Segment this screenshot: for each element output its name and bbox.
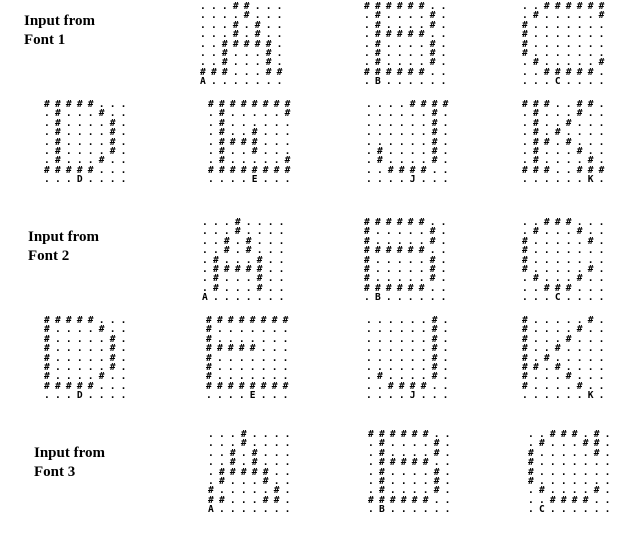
font1-letter-d: # # # # # . . . . # . . . # . . . # . . . . # . . # . . . . # . . # . . . . # . . # . . . . # . . # . . . # . . # # # # # . . . . . . D . . . . xyxy=(44,99,127,186)
font1-letter-e: # # # # # # # # . # . . . . . # . # . . . . . . . # . . # . . . . # # # # . . . . # . . # . . . . # . . . . . # # # # # # # # # . . . . E . . . xyxy=(208,99,291,186)
font2-letter-k: # . . . . . # . # . . . . # . . # . . . # . . . # . . # . . . . # . # . . . . . # # . # . . . . # . . . # . . . # . . . . # . . . . . . . . K . xyxy=(522,315,605,402)
font1-letter-k: # # # . . # # . . # . . . # . . . # . . # . . . . # . # . . . . . # # . # . . . . # . . . # . . . # . . . . # . # # # . . # # # . . . . . . K . xyxy=(522,99,605,186)
font1-label: Input from Font 1 xyxy=(24,13,95,48)
font1-letter-j: . . . . # # # # . . . . . . # . . . . . . . # . . . . . . . # . . . . . . . # . . # . . . . # . . # . . . . # . . . # # # # . . . . . . J . . . xyxy=(366,99,449,186)
font1-letter-b: # # # # # # . . . # . . . . # . . # . . . . # . . # # # # # . . . # . . . . # . . # . . . . # . . # . . . . # . # # # # # # . . . B . . . . . . xyxy=(364,1,447,88)
font3-letter-a: . . . # . . . . . . . # . . . . . . # . # . . . . . # . # . . . . # # # # # . . . # . . . # . . # . . . . . # . # # . . . # # . A . . . . . . . xyxy=(208,429,291,516)
font2-letter-e: # # # # # # # # # . . . . . . . # . . . . . . . # # # # # . . . # . . . . . . . # . . . . . . . # . . . . . . . # # # # # # # # . . . . E . . . xyxy=(206,315,289,402)
font1-letter-c: . . # # # # # # . # . . . . . # # . . . . . . . # . . . . . . . # . . . . . . . # . . . . . . . . # . . . . . # . . # # # # # . . . . C . . . . xyxy=(522,1,605,88)
font2-letter-j: . . . . . . # . . . . . . . # . . . . . . . # . . . . . . . # . . . . . . . # . . . . . . . # . . # . . . . # . . . # # # # . . . . . . J . . . xyxy=(366,315,449,402)
font2-letter-a: . . . # . . . . . . . # . . . . . . # . # . . . . . # . # . . . . # . . . # . . . # # # # # . . . # . . . # . . . # . . . # . . A . . . . . . . xyxy=(202,217,285,304)
font1-letter-a: . . . # # . . . . . . . # . . . . . . # . # . . . . . # . # . . . . # # # # # . . . # . . . # . . . # . . . # . # # # . . . # # A . . . . . . . xyxy=(200,1,283,88)
font3-label: Input from Font 3 xyxy=(34,445,105,480)
font3-letter-b: # # # # # # . . . # . . . . # . . # . . . . # . . # # # # # . . . # . . . . # . . # . . . . # . . # . . . . # . # # # # # # . . . B . . . . . . xyxy=(368,429,451,516)
font2-label: Input from Font 2 xyxy=(28,229,99,264)
font3-letter-c: . . # # # . # . . # . . . # # . # . . . . . # . # . . . . . . . # . . . . . . . # . . . . . . . . # . . . . # . . . # # # # . . . C . . . . . . xyxy=(528,429,611,516)
font2-letter-b: # # # # # # . . # . . . . . # . # . . . . . # . # # # # # # . . # . . . . . # . # . . . . . # . # . . . . . # . # # # # # # . . . B . . . . . . xyxy=(364,217,447,304)
font2-letter-d: # # # # # . . . # . . . . # . . # . . . . . # . # . . . . . # . # . . . . . # . # . . . . . # . # . . . . # . . # # # # # . . . . . . D . . . . xyxy=(44,315,127,402)
font2-letter-c: . . # # # . . . . # . . . # . . # . . . . . # . # . . . . . . . # . . . . . . . # . . . . . # . . # . . . # . . . . # # # . . . . . . C . . . . xyxy=(522,217,605,304)
